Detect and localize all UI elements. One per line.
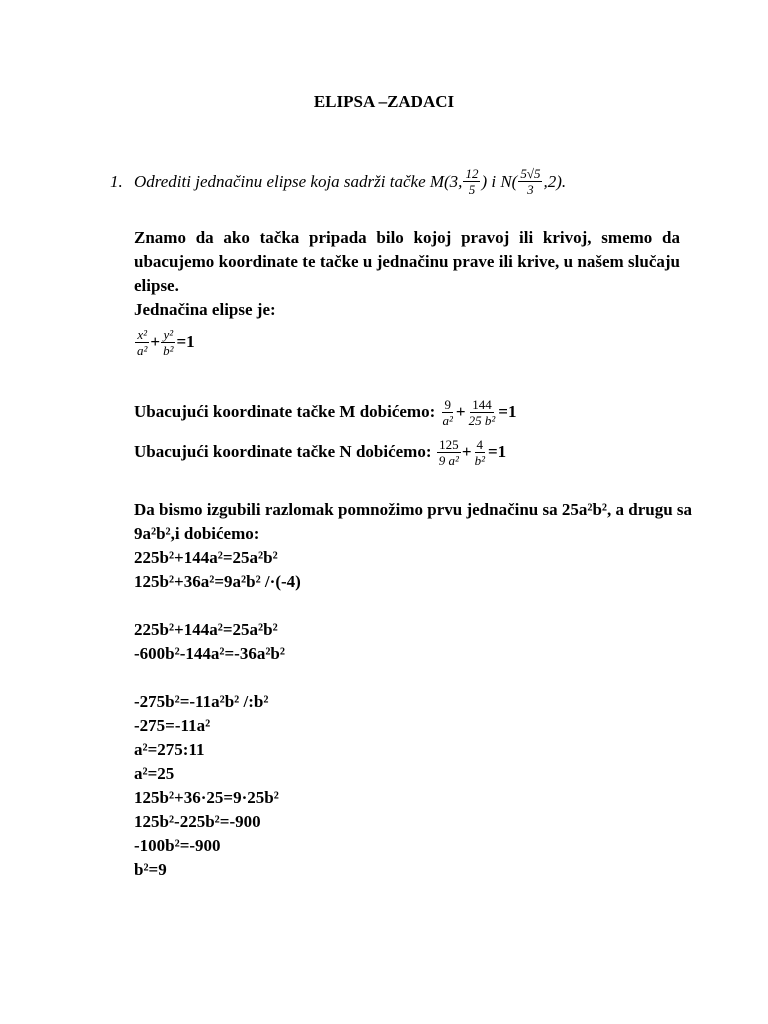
substitution-n [134, 432, 680, 472]
plus-sign: + [461, 442, 472, 461]
equation-line: b²=9 [134, 860, 167, 879]
ellipse-equation [134, 322, 680, 362]
fraction [135, 327, 149, 358]
ellipse-eq-label: Jednačina elipse je: [134, 300, 276, 319]
fraction-denominator: b² [163, 342, 174, 358]
equation-line: -275b²=-11a²b² /:b² [134, 692, 269, 711]
fraction-denominator: b² [474, 452, 485, 468]
multiply-sentence-line-2: 9a²b²,i dobićemo: [134, 524, 260, 543]
equation-group-b [134, 618, 680, 666]
fraction-denominator: 25 b² [468, 412, 496, 428]
equation-line: 125b²+36a²=9a²b² /·(-4) [134, 572, 301, 591]
substitution-label: Ubacujući koordinate tačke M dobićemo: [134, 402, 436, 421]
equation-line: a²=25 [134, 764, 175, 783]
multiply-sentence-line-1: Da bismo izgubili razlomak pomnožimo prvu jednačinu sa 25a²b², a drugu sa [134, 500, 693, 519]
elimination-steps [134, 498, 693, 882]
equation-line: 125b²-225b²=-900 [134, 812, 261, 831]
substitutions [134, 392, 680, 472]
fraction-numerator: x² [137, 326, 148, 342]
equation-group-c [134, 690, 680, 882]
equation-line: -275=-11a² [134, 716, 211, 735]
solution-intro [134, 226, 680, 362]
substitution-label: Ubacujući koordinate tačke N dobićemo: [134, 442, 432, 461]
equation-line: -600b²-144a²=-36a²b² [134, 644, 285, 663]
task-text-mid: ) i N( [481, 171, 518, 191]
equation-group-a [134, 546, 680, 594]
fraction [161, 327, 175, 358]
fraction-numerator: 5√5 [520, 166, 541, 181]
equation-line: a²=275:11 [134, 740, 205, 759]
fraction-numerator: 9 [444, 396, 451, 412]
task-text-before: Odrediti jednačinu elipse koja sadrži tačke M(3, [134, 171, 463, 191]
fraction [473, 437, 487, 468]
point-n-fraction [518, 166, 542, 197]
fraction [437, 437, 461, 468]
point-m-fraction [463, 166, 480, 197]
task-number: 1. [110, 171, 123, 191]
equals-one: =1 [176, 332, 195, 351]
fraction-denominator: 3 [527, 182, 534, 197]
equals-one: =1 [498, 402, 517, 421]
fraction-numerator: y² [163, 326, 174, 342]
fraction-numerator: 12 [465, 166, 479, 181]
fraction [467, 397, 498, 428]
equals-one: =1 [487, 442, 507, 461]
fraction [441, 397, 455, 428]
fraction-numerator: 4 [476, 436, 484, 452]
fraction-denominator: a² [137, 342, 148, 358]
fraction-denominator: 5 [468, 182, 476, 197]
fraction-denominator: 9 a² [438, 452, 459, 468]
fraction-numerator: 144 [472, 396, 492, 412]
equation-line: 225b²+144a²=25a²b² [134, 548, 278, 567]
equation-line: 225b²+144a²=25a²b² [134, 620, 278, 639]
substitution-m [134, 392, 680, 432]
plus-sign: + [150, 332, 161, 351]
plus-sign: + [455, 402, 466, 421]
fraction-denominator: a² [442, 412, 453, 428]
intro-paragraph: Znamo da ako tačka pripada bilo kojoj pravoj ili krivoj, smemo da ubacujemo koordinate te tačke u jednačinu prave ili krive, u našem slučaju elipse. [134, 228, 680, 295]
fraction-numerator: 125 [439, 436, 459, 452]
equation-line: -100b²=-900 [134, 836, 221, 855]
page-title: ELIPSA –ZADACI [313, 92, 455, 111]
equation-line: 125b²+36·25=9·25b² [134, 788, 279, 807]
task-text-after: ,2). [543, 171, 567, 191]
task-1 [110, 166, 566, 197]
